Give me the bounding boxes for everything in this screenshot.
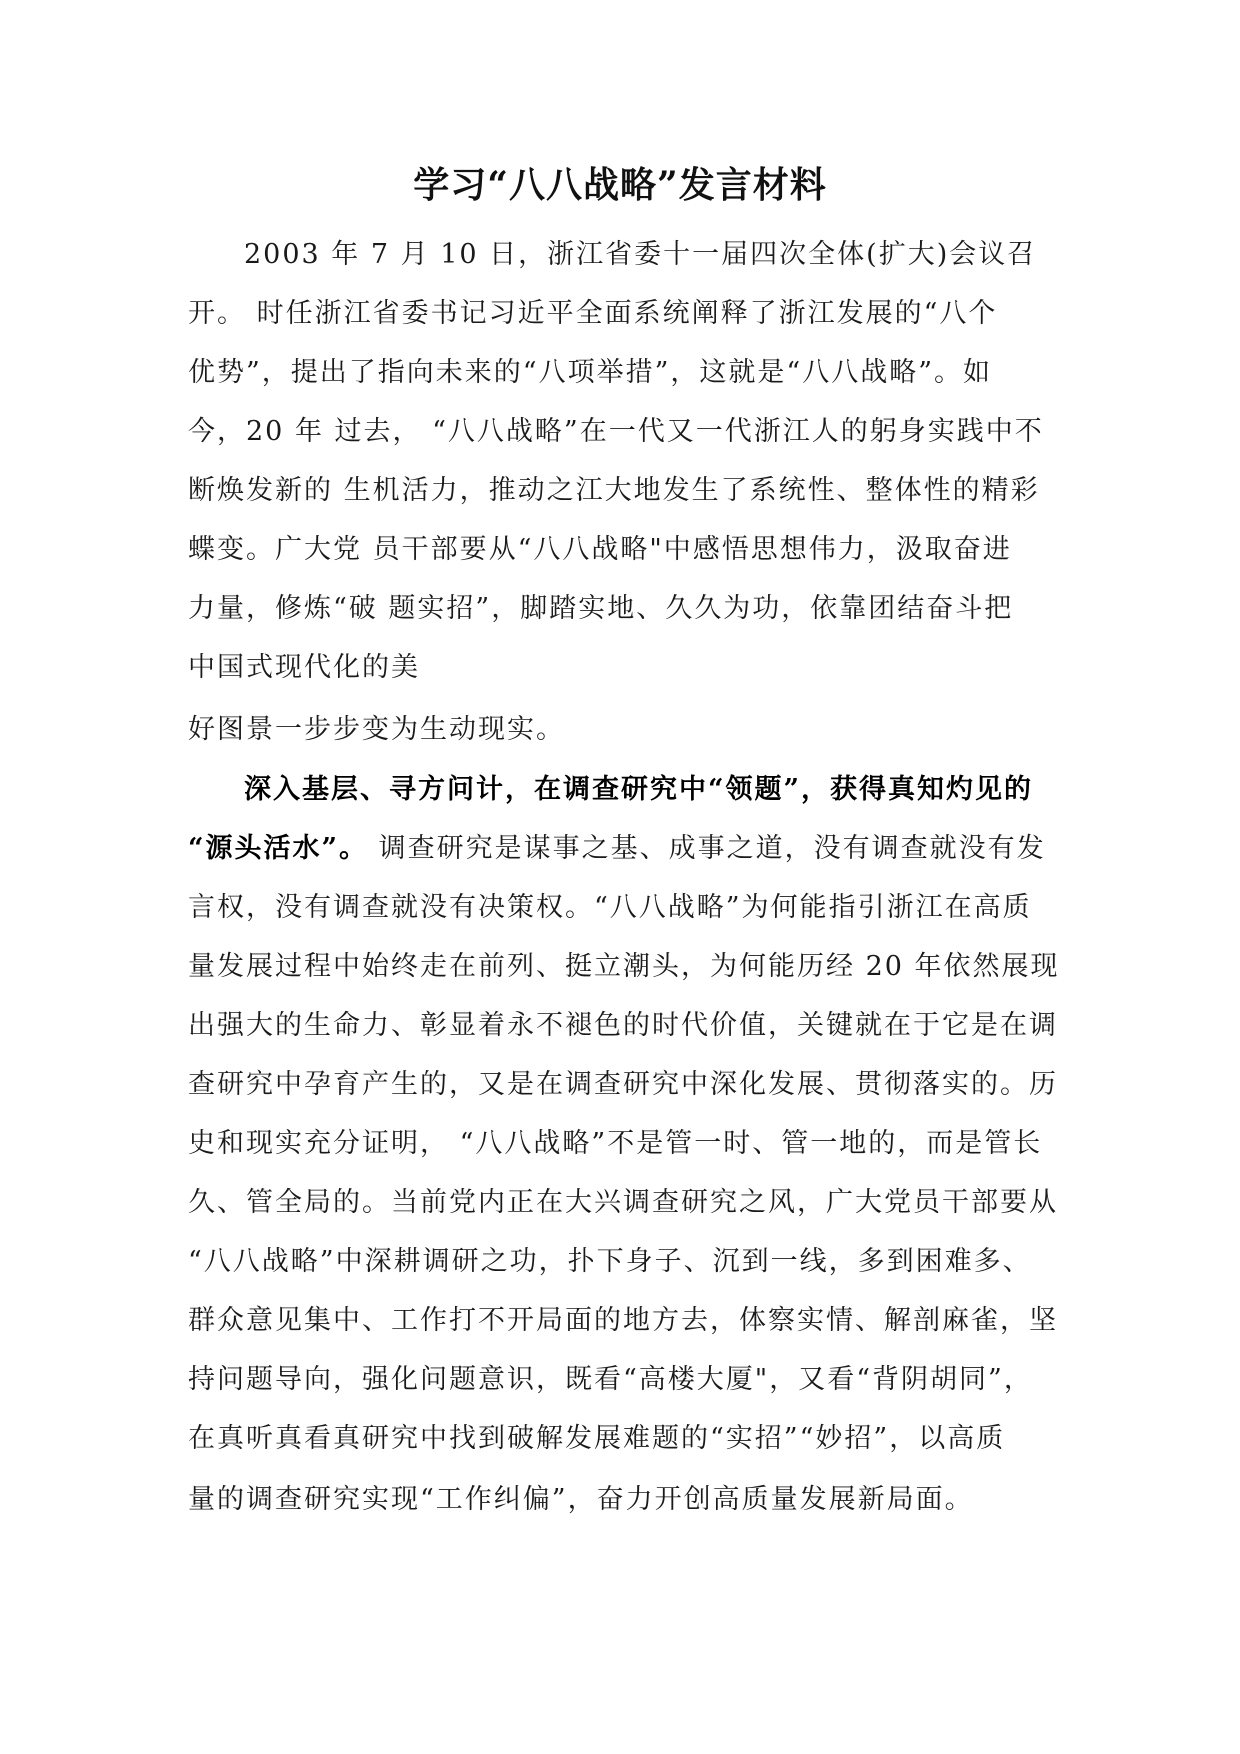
paragraph-line: 查研究中孕育产生的，又是在调查研究中深化发展、贯彻落实的。历 (188, 1069, 1058, 1100)
paragraph-3 (188, 760, 1068, 1468)
paragraph-line: 出强大的生命力、彰显着永不褪色的时代价值，关键就在于它是在调 (188, 1010, 1058, 1041)
paragraph-line: 优势”，提出了指向未来的“八项举措”，这就是“八八战略”。如 (188, 357, 993, 388)
paragraph-1 (188, 225, 1068, 697)
paragraph-line: 久、管全局的。当前党内正在大兴调查研究之风，广大党员干部要从 (188, 1187, 1058, 1218)
paragraph-line: 群众意见集中、工作打不开局面的地方去，体察实情、解剖麻雀，坚 (188, 1305, 1058, 1336)
paragraph-line: 今，20 年 过去， “八八战略”在一代又一代浙江人的躬身实践中不 (188, 416, 1044, 447)
paragraph-line: 言权，没有调查就没有决策权。“八八战略”为何能指引浙江在高质 (188, 892, 1032, 923)
paragraph-line (188, 819, 1068, 878)
paragraph-line: 开。 时任浙江省委书记习近平全面系统阐释了浙江发展的“八个 (188, 298, 998, 329)
paragraph-line: 力量，修炼“破 题实招”，脚踏实地、久久为功，依靠团结奋斗把 (188, 593, 1014, 624)
paragraph-line: 史和现实充分证明， “八八战略”不是管一时、管一地的，而是管长 (188, 1128, 1043, 1159)
paragraph-line: 量的调查研究实现“工作纠偏”，奋力开创高质量发展新局面。 (188, 1484, 974, 1515)
paragraph-line: 好图景一步步变为生动现实。 (188, 714, 565, 745)
paragraph-line: 中国式现代化的美 (188, 652, 420, 683)
document-title: 学习“八八战略”发言材料 (413, 164, 827, 206)
paragraph-line-rest: 调查研究是谋事之基、成事之道，没有调查就没有发 (368, 833, 1046, 864)
paragraph-4 (188, 1470, 1068, 1529)
section-heading-line: 深入基层、寻方问计，在调查研究中“领题”，获得真知灼见的 (244, 774, 1034, 805)
section-heading-end: “源头活水”。 (188, 833, 369, 864)
paragraph-line: 蝶变。广大党 员干部要从“八八战略"中感悟思想伟力，汲取奋进 (188, 534, 1012, 565)
paragraph-line: “八八战略”中深耕调研之功，扑下身子、沉到一线，多到困难多、 (188, 1246, 1032, 1277)
paragraph-line: 2003 年 7 月 10 日，浙江省委十一届四次全体(扩大)会议召 (244, 239, 1037, 270)
paragraph-2 (188, 700, 1068, 759)
paragraph-line: 在真听真看真研究中找到破解发展难题的“实招”“妙招”，以高质 (188, 1423, 1006, 1454)
paragraph-line: 持问题导向，强化问题意识，既看“高楼大厦"，又看“背阴胡同”， (188, 1364, 1033, 1395)
paragraph-line: 断焕发新的 生机活力，推动之江大地发生了系统性、整体性的精彩 (188, 475, 1040, 506)
paragraph-line: 量发展过程中始终走在前列、挺立潮头，为何能历经 20 年依然展现 (188, 951, 1060, 982)
